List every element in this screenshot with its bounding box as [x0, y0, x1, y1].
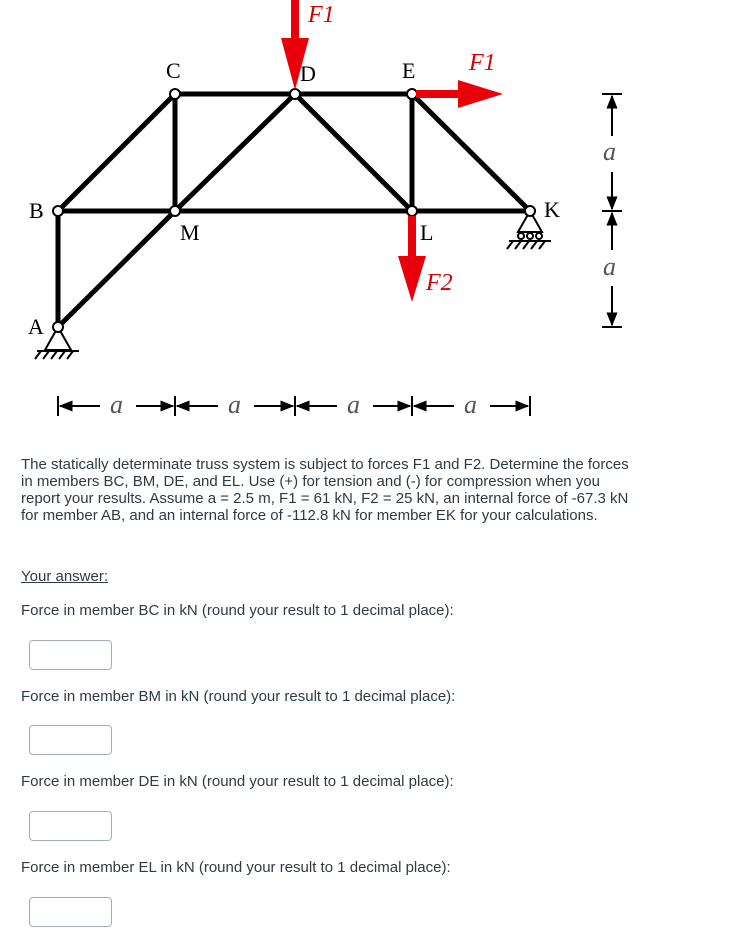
node-label-A: A [28, 314, 44, 339]
dimension-label-a-6: a [603, 252, 616, 281]
dimension-label-a-3: a [347, 390, 360, 419]
member-DM [175, 94, 295, 211]
answer-input-de[interactable] [29, 811, 112, 841]
member-AM [58, 211, 175, 327]
node-label-K: K [544, 197, 560, 222]
question-de-label: Force in member DE in kN (round your result to 1 decimal place): [21, 773, 454, 790]
force-label-F2: F2 [426, 270, 453, 296]
truss-diagram [0, 0, 732, 440]
joint-A [53, 322, 63, 332]
member-DL [295, 94, 412, 211]
joint-M [170, 206, 180, 216]
answer-input-bc[interactable] [29, 640, 112, 670]
joint-E [407, 89, 417, 99]
member-EK [412, 94, 530, 211]
joint-D [290, 89, 300, 99]
joint-C [170, 89, 180, 99]
member-BC [58, 94, 175, 211]
joint-B [53, 206, 63, 216]
truss-members [58, 94, 530, 327]
answer-input-el[interactable] [29, 897, 112, 927]
problem-statement: The statically determinate truss system is subject to forces F1 and F2. Determine the forces in members BC, BM, DE, and EL. Use (+) for tension and (-) for compression when you report your results. Assume a = 2.5 m, F1 = 61 kN, F2 = 25 kN, an internal force of -67.3 kN for member AB, and an internal force of -112.8 kN for member EK for your calculations. [21, 456, 629, 524]
node-label-E: E [402, 58, 416, 83]
joint-L [407, 206, 417, 216]
question-bc-label: Force in member BC in kN (round your result to 1 decimal place): [21, 602, 454, 619]
dimension-label-a-4: a [464, 390, 477, 419]
dimension-label-a-1: a [110, 390, 123, 419]
force-F1-horizontal [416, 80, 503, 108]
horizontal-dimensions [58, 396, 530, 416]
node-label-D: D [300, 61, 316, 86]
force-label-F1-right: F1 [469, 50, 496, 76]
node-label-L: L [420, 220, 434, 245]
question-el-label: Force in member EL in kN (round your result to 1 decimal place): [21, 859, 451, 876]
node-label-B: B [29, 198, 44, 223]
question-bm-label: Force in member BM in kN (round your result to 1 decimal place): [21, 688, 456, 705]
answer-input-bm[interactable] [29, 725, 112, 755]
force-label-F1-top: F1 [308, 2, 335, 28]
your-answer-heading: Your answer: [21, 568, 108, 585]
vertical-dimensions [602, 94, 622, 327]
node-label-M: M [180, 220, 200, 245]
dimension-label-a-5: a [603, 137, 616, 166]
joint-K [525, 206, 535, 216]
dimension-label-a-2: a [228, 390, 241, 419]
node-label-C: C [166, 58, 181, 83]
